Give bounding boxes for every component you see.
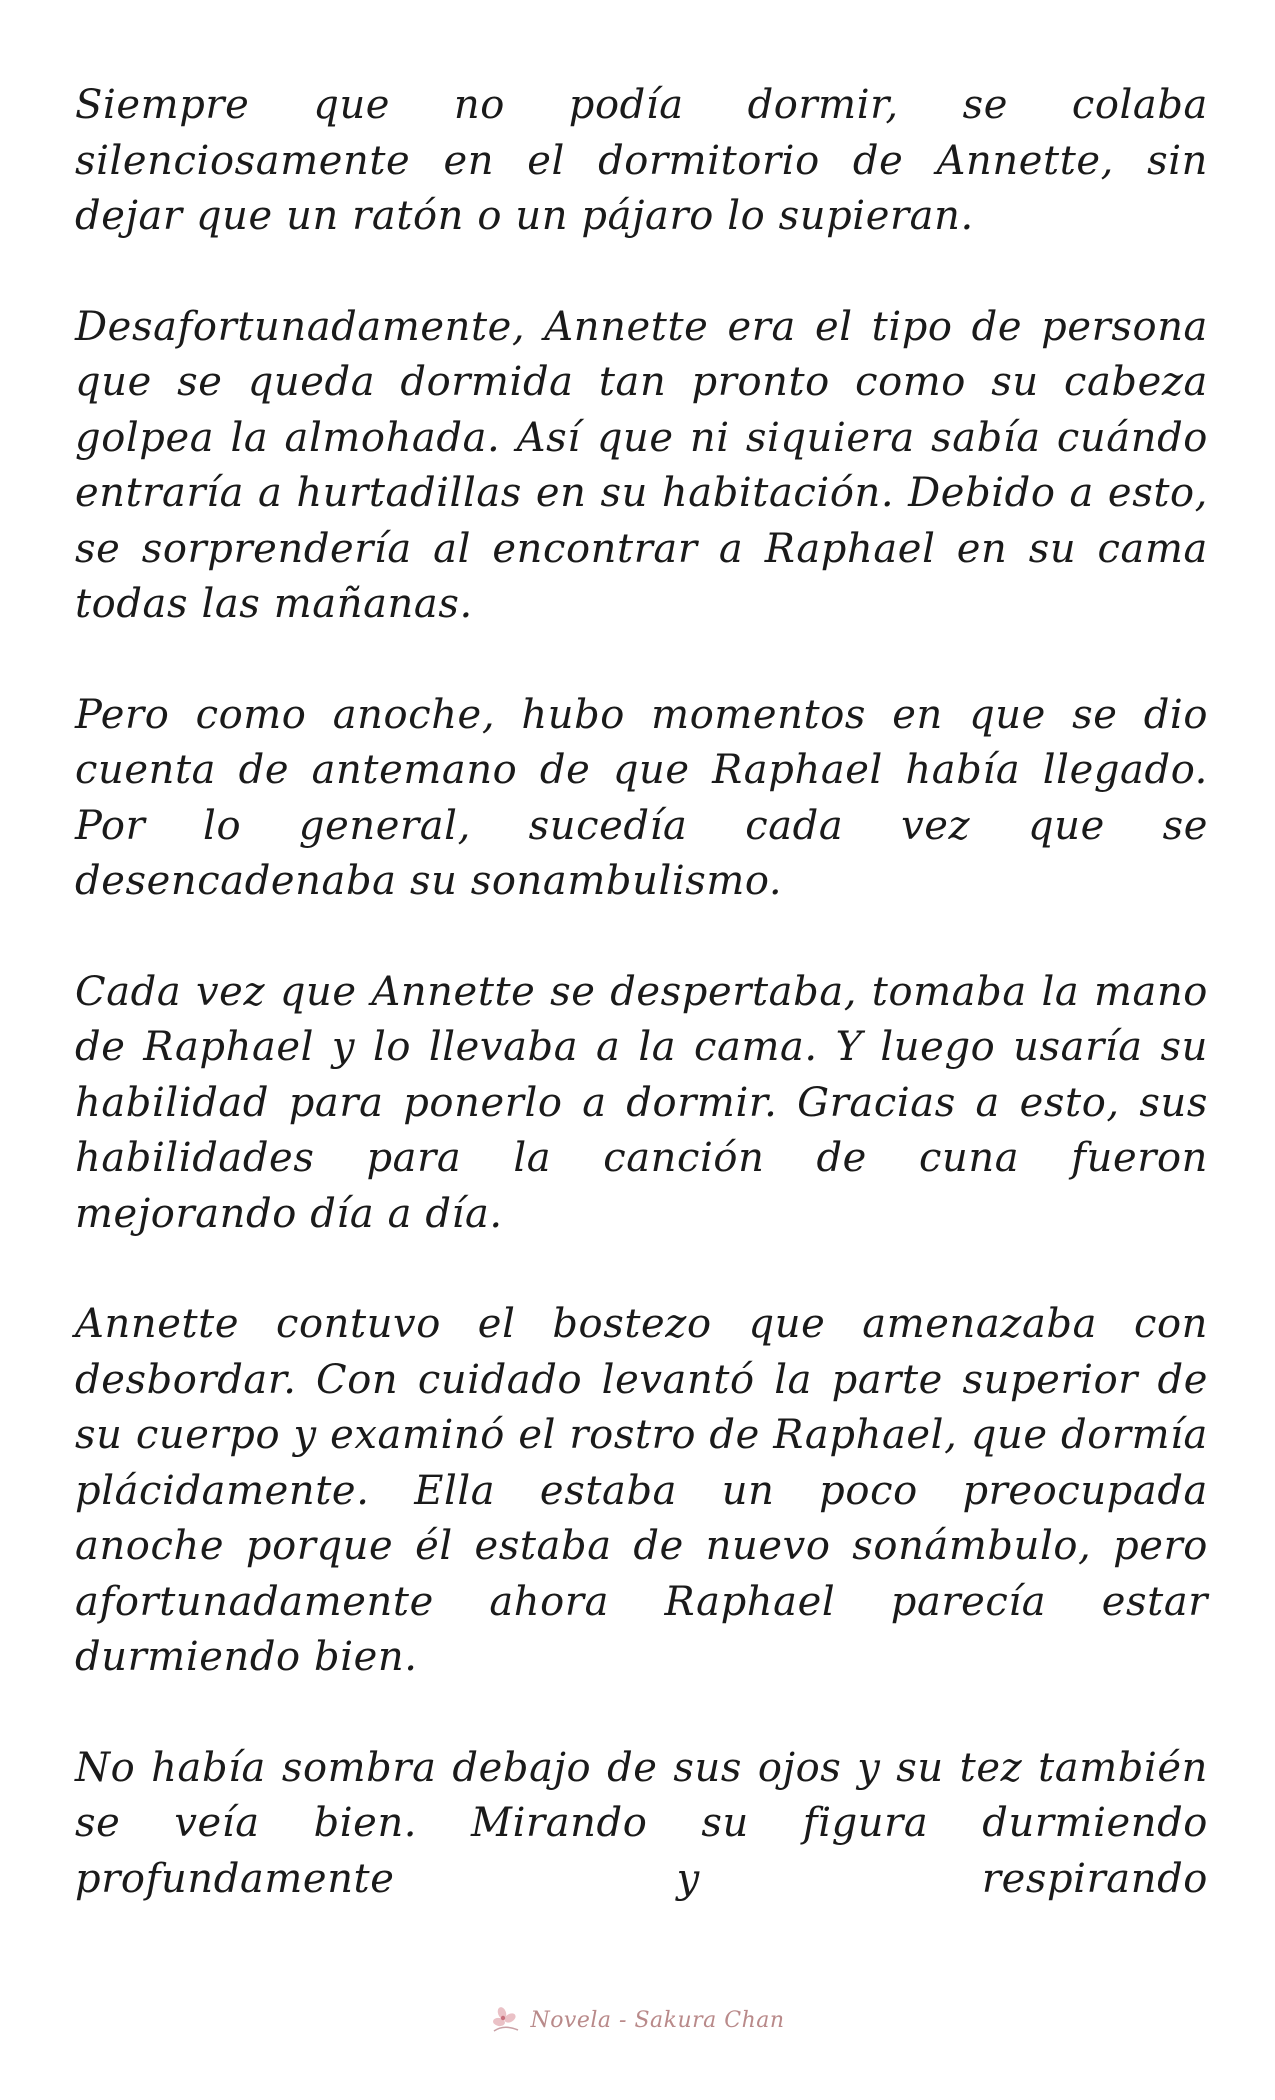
paragraph-2: Desafortunadamente, Annette era el tipo de persona que se queda dormida tan pronto como su cabeza golpea la almohada. Así que ni siquiera sabía cuándo entraría a hurtadillas en su habitación. Debido a esto, se sorprendería al encontrar a Raphael en su cama todas las mañanas. <box>75 303 1208 627</box>
watermark-text: Novela - Sakura Chan <box>530 2007 785 2033</box>
paragraph-1: Siempre que no podía dormir, se colaba silenciosamente en el dormitorio de Annette, sin dejar que un ratón o un pájaro lo supieran. <box>75 82 1208 239</box>
sakura-flower-icon <box>490 2004 522 2036</box>
paragraph-6: No había sombra debajo de sus ojos y su tez también se veía bien. Mirando su figura durmiendo profundamente y respirando <box>75 1744 1208 1902</box>
paragraph-4: Cada vez que Annette se despertaba, tomaba la mano de Raphael y lo llevaba a la cama. Y luego usaría su habilidad para ponerlo a dormir. Gracias a esto, sus habilidades para la canción de cuna fueron mejorando día a día. <box>75 968 1208 1237</box>
watermark <box>0 2000 1275 2040</box>
paragraph-5: Annette contuvo el bostezo que amenazaba con desbordar. Con cuidado levantó la parte superior de su cuerpo y examinó el rostro de Raphael, que dormía plácidamente. Ella estaba un poco preocupada anoche porque él estaba de nuevo sonámbulo, pero afortunadamente ahora Raphael parecía estar durmiendo bien. <box>75 1301 1208 1680</box>
paragraph-3: Pero como anoche, hubo momentos en que se dio cuenta de antemano de que Raphael había llegado. Por lo general, sucedía cada vez que se desencadenaba su sonambulismo. <box>75 691 1208 904</box>
document-body <box>75 78 1208 1907</box>
